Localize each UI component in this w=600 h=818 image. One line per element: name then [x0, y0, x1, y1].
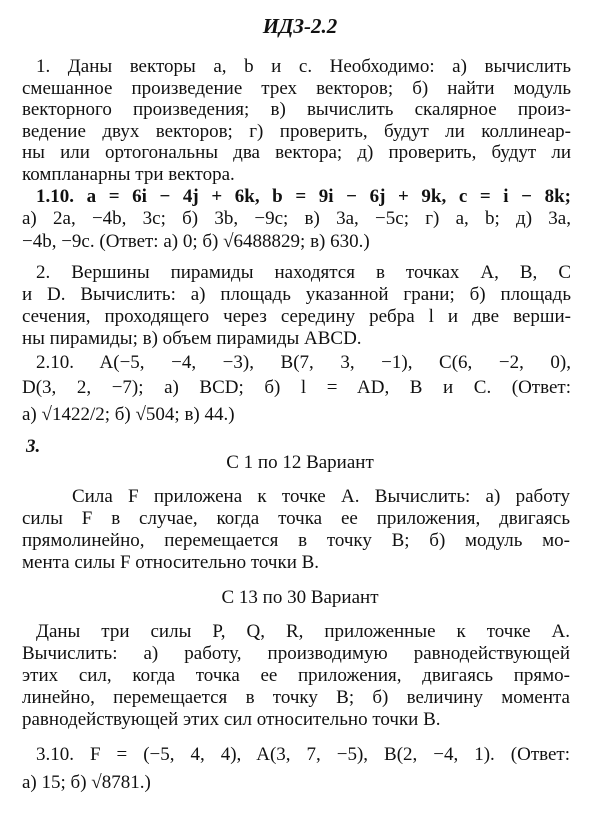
- task3-text1-line-4: мента силы F относительно точки B.: [22, 552, 320, 573]
- task3-number: 3.: [26, 436, 41, 457]
- task2-line-3: сечения, проходящего через середину ребра l и две верши-: [22, 306, 571, 327]
- task3-text2-line-3: этих сил, когда точка ее приложения, двигаясь прямо-: [22, 665, 570, 686]
- task3-text2-line-1: Даны три силы P, Q, R, приложенные к точке A.: [36, 621, 570, 642]
- task3-text1-line-1: Сила F приложена к точке A. Вычислить: а) работу: [72, 486, 570, 507]
- task3-heading-variants-13-30: С 13 по 30 Вариант: [221, 587, 379, 608]
- task3-variant-line-1: 3.10. F = (−5, 4, 4), A(3, 7, −5), B(2, −4, 1). (Ответ:: [36, 744, 570, 765]
- task1-line-3: векторного произведения; в) вычислить скалярное произ-: [22, 99, 571, 120]
- task2-line-4: ны пирамиды; в) объем пирамиды ABCD.: [22, 328, 362, 349]
- task2-variant-line-1: 2.10. A(−5, −4, −3), B(7, 3, −1), C(6, −2, 0),: [36, 352, 571, 373]
- task2-line-2: и D. Вычислить: а) площадь указанной грани; б) площадь: [22, 284, 571, 305]
- task1-line-5: ны или ортогональны два вектора; д) проверить, будут ли: [22, 142, 571, 163]
- task2-variant-line-3: а) √1422/2; б) √504; в) 44.): [22, 404, 235, 425]
- task2-variant-line-2: D(3, 2, −7); а) BCD; б) l = AD, B и C. (Ответ:: [22, 377, 571, 398]
- task1-variant-line-2: а) 2a, −4b, 3c; б) 3b, −9c; в) 3a, −5c; г) a, b; д) 3a,: [22, 208, 571, 229]
- task3-text2-line-5: равнодействующей этих сил относительно точки B.: [22, 709, 441, 730]
- task3-variant-line-2: а) 15; б) √8781.): [22, 772, 151, 793]
- task3-text1-line-2: силы F в случае, когда точка ее приложения, двигаясь: [22, 508, 570, 529]
- task1-variant-line-1: 1.10. a = 6i − 4j + 6k, b = 9i − 6j + 9k, c = i − 8k;: [36, 186, 571, 207]
- task1-variant-line-3: −4b, −9c. (Ответ: а) 0; б) √6488829; в) 630.): [22, 231, 370, 252]
- task3-text2-line-2: Вычислить: а) работу, производимую равнодействующей: [22, 643, 570, 664]
- task2-line-1: 2. Вершины пирамиды находятся в точках A, B, C: [36, 262, 571, 283]
- task3-heading-variants-1-12: С 1 по 12 Вариант: [226, 452, 374, 473]
- task3-text2-line-4: линейно, перемещается в точку B; б) величину момента: [22, 687, 570, 708]
- task1-line-4: ведение двух векторов; г) проверить, будут ли коллинеар-: [22, 121, 571, 142]
- task1-line-1: 1. Даны векторы a, b и c. Необходимо: а) вычислить: [36, 56, 571, 77]
- task1-line-6: компланарны три вектора.: [22, 164, 235, 185]
- page-title: ИДЗ-2.2: [262, 14, 338, 38]
- task3-text1-line-3: прямолинейно, перемещается в точку B; б) модуль мо-: [22, 530, 570, 551]
- task1-line-2: смешанное произведение трех векторов; б) найти модуль: [22, 78, 571, 99]
